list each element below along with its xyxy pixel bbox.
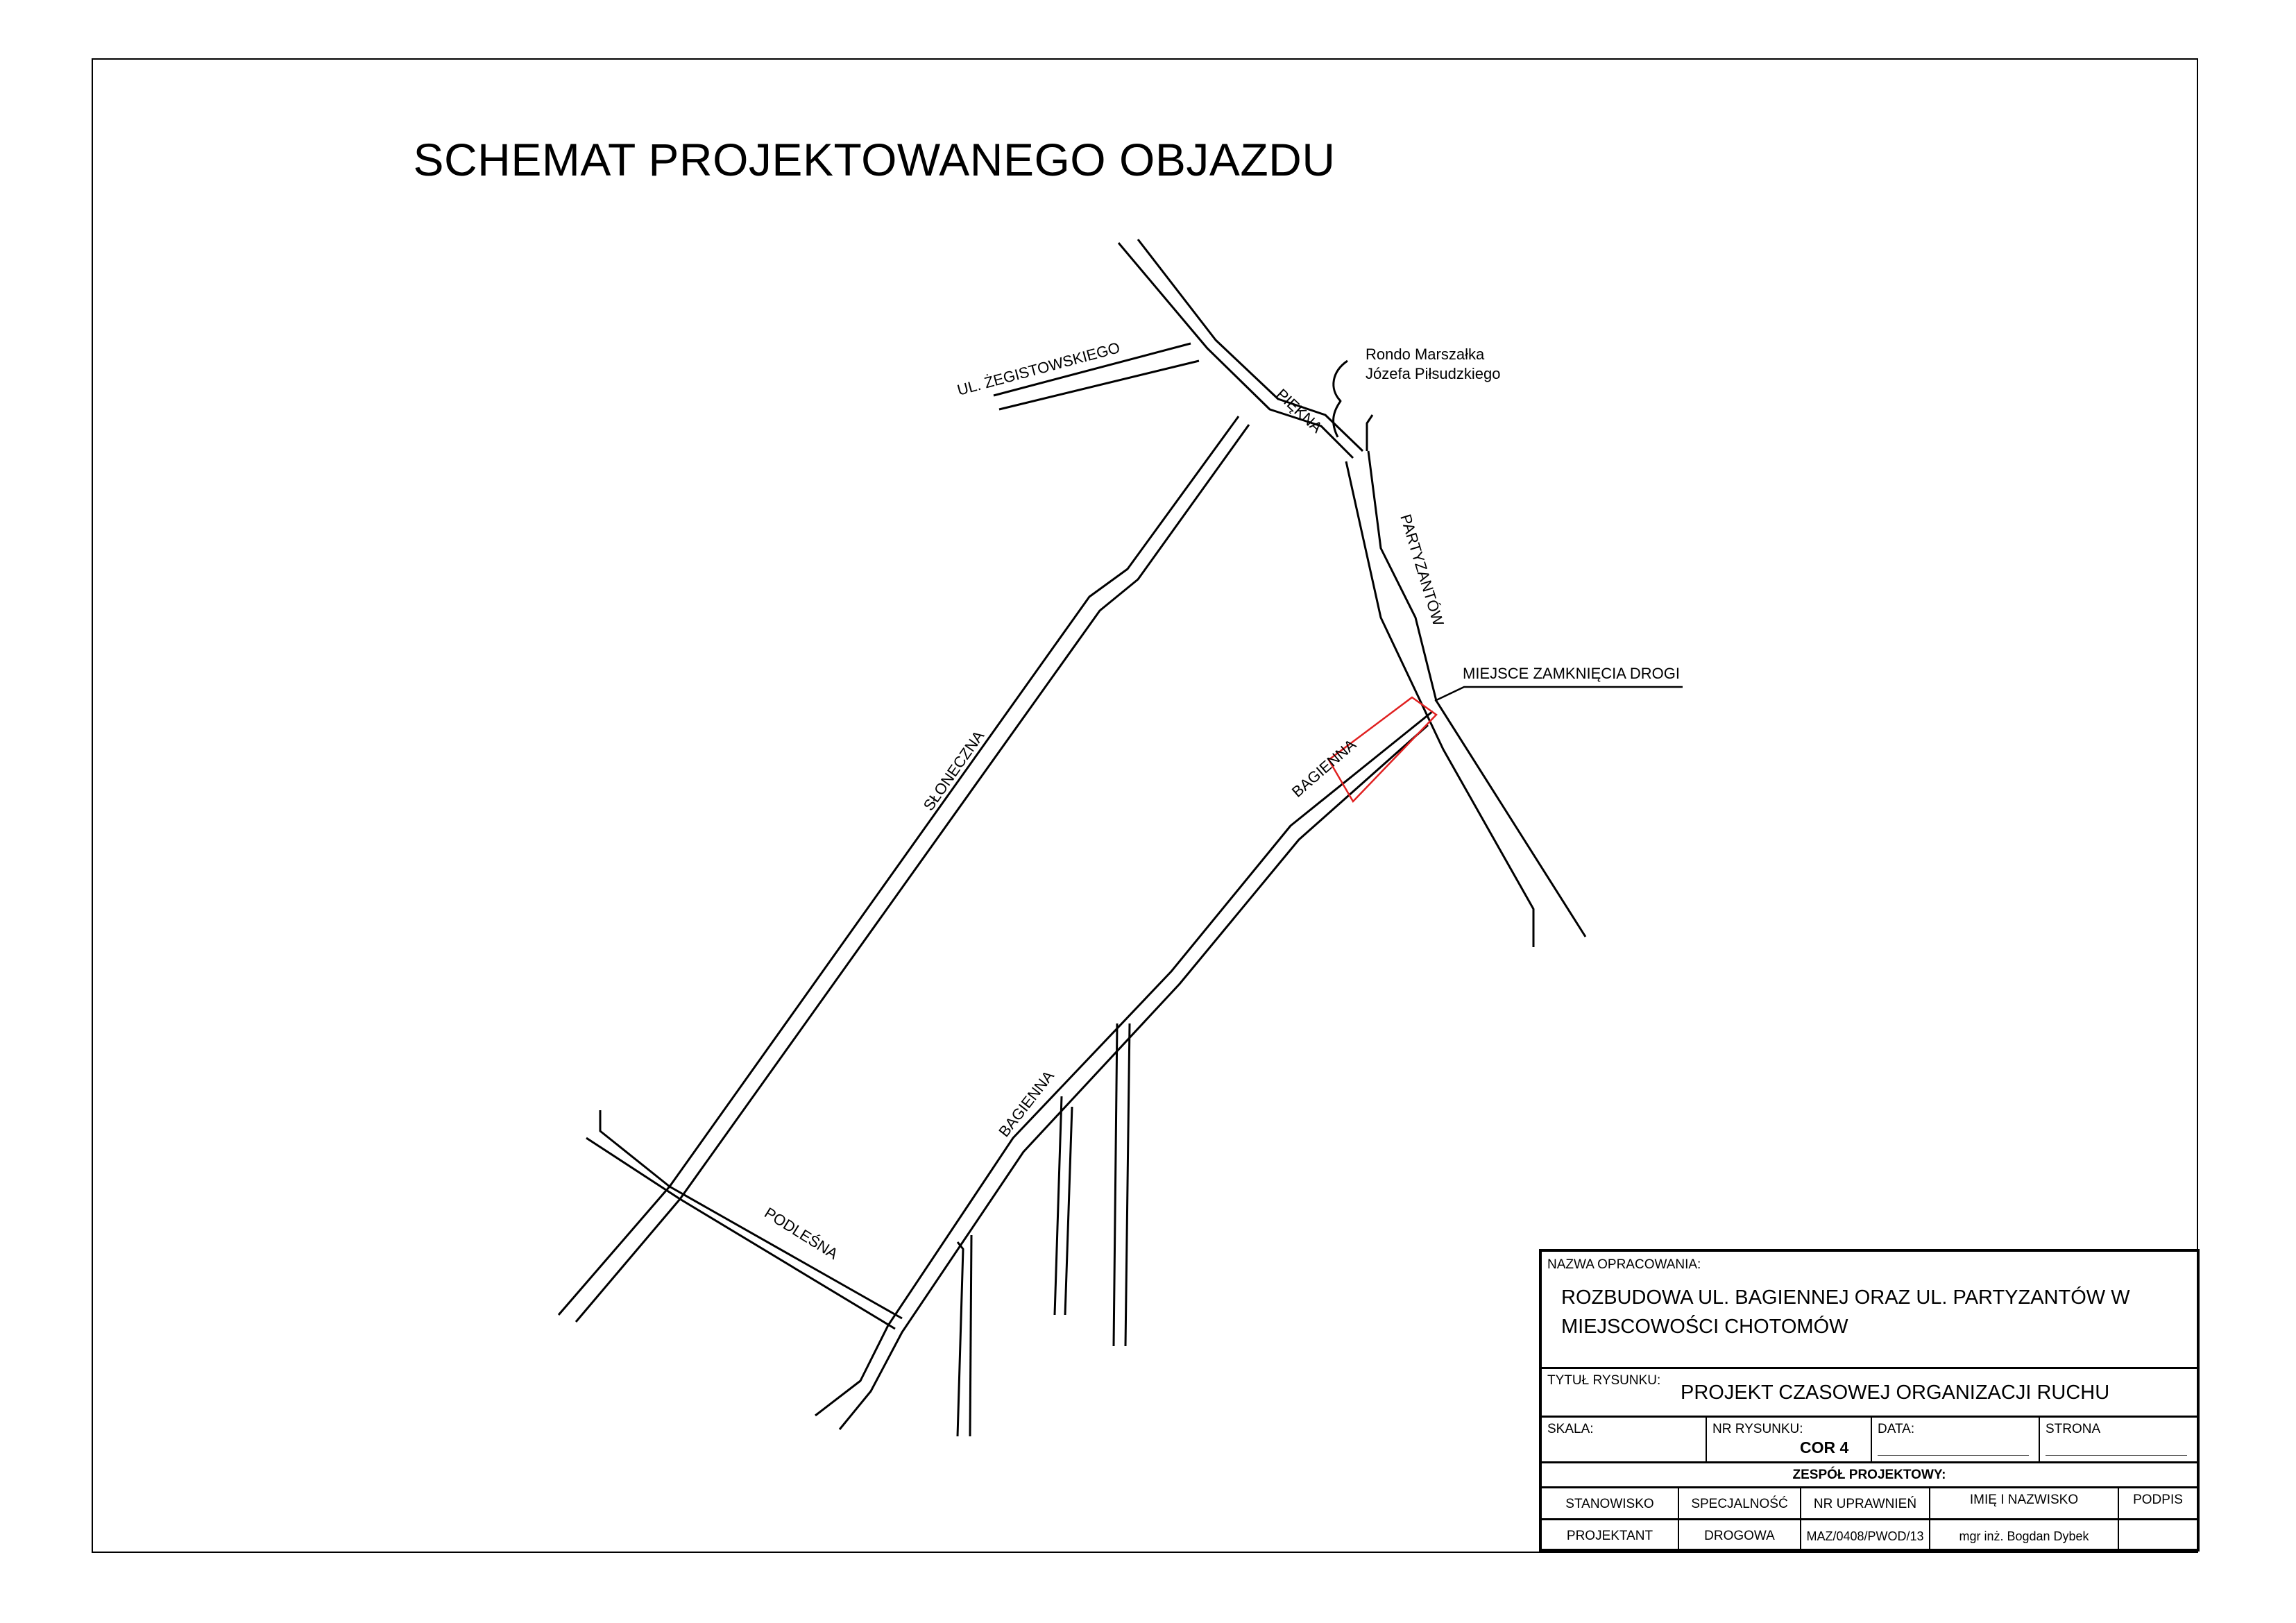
label-rondo-line1: Rondo Marszałka <box>1366 346 1485 363</box>
label-closure-point: MIEJSCE ZAMKNIĘCIA DROGI <box>1463 665 1680 682</box>
label-piekna: PIĘKNA <box>1273 385 1326 436</box>
label-rondo-line2: Józefa Piłsudzkiego <box>1366 365 1501 382</box>
label-sloneczna: SŁONECZNA <box>919 727 988 814</box>
road-bagienna <box>815 711 1433 1429</box>
team-header-row <box>1542 1486 2197 1518</box>
project-name-label: NAZWA OPRACOWANIA: <box>1547 1257 1701 1272</box>
road-sloneczna <box>559 416 1249 1322</box>
col-name: IMIĘ I NAZWISKO <box>1969 1493 2079 1507</box>
project-name-line1: ROZBUDOWA UL. BAGIENNEJ ORAZ UL. PARTYZANTÓW W <box>1561 1286 2130 1309</box>
date-label: DATA: <box>1878 1422 1915 1436</box>
member-signature <box>2118 1520 2197 1552</box>
page-cell <box>2039 1418 2197 1461</box>
team-row <box>1542 1461 2197 1486</box>
label-podlesna: PODLEŚNA <box>761 1204 842 1263</box>
road-partyzantow <box>1346 451 1585 947</box>
drawing-title-label: TYTUŁ RYSUNKU: <box>1547 1373 1661 1388</box>
drawing-title-value: PROJEKT CZASOWEJ ORGANIZACJI RUCHU <box>1681 1382 2110 1404</box>
page-label: STRONA <box>2046 1422 2101 1436</box>
scale-row <box>1542 1416 2197 1461</box>
team-member-row <box>1542 1518 2197 1552</box>
page-underline <box>2046 1455 2187 1456</box>
col-signature: PODPIS <box>2133 1493 2183 1507</box>
drawing-number-value: COR 4 <box>1800 1438 1849 1456</box>
drawing-number-cell <box>1706 1418 1871 1461</box>
drawing-title: SCHEMAT PROJEKTOWANEGO OBJAZDU <box>413 134 1336 185</box>
member-specialty: DROGOWA <box>1704 1529 1775 1543</box>
label-bagienna-lower: BAGIENNA <box>995 1067 1057 1141</box>
member-name: mgr inż. Bogdan Dybek <box>1959 1529 2089 1543</box>
member-position: PROJEKTANT <box>1566 1529 1653 1543</box>
drawing-number-label: NR RYSUNKU: <box>1712 1422 1803 1436</box>
member-license: MAZ/0408/PWOD/13 <box>1806 1529 1924 1543</box>
title-block <box>1539 1249 2200 1552</box>
label-zegistowskiego: UL. ŻEGISTOWSKIEGO <box>955 339 1122 399</box>
label-bagienna-upper: BAGIENNA <box>1288 736 1360 801</box>
date-cell <box>1871 1418 2039 1461</box>
col-position: STANOWISKO <box>1565 1497 1654 1511</box>
col-specialty: SPECJALNOŚĆ <box>1691 1497 1788 1511</box>
road-podlesna <box>586 1110 902 1329</box>
road-piekna <box>1119 239 1363 458</box>
project-name-line2: MIEJSCOWOŚCI CHOTOMÓW <box>1561 1316 1848 1338</box>
label-partyzantow: PARTYZANTÓW <box>1397 512 1447 628</box>
drawing-title-row <box>1542 1367 2197 1416</box>
scale-label: SKALA: <box>1547 1422 1594 1436</box>
team-label: ZESPÓŁ PROJEKTOWY: <box>1792 1468 1946 1482</box>
closure-leader-line <box>1435 687 1683 701</box>
col-license: NR UPRAWNIEŃ <box>1813 1497 1917 1511</box>
date-underline <box>1878 1455 2029 1456</box>
